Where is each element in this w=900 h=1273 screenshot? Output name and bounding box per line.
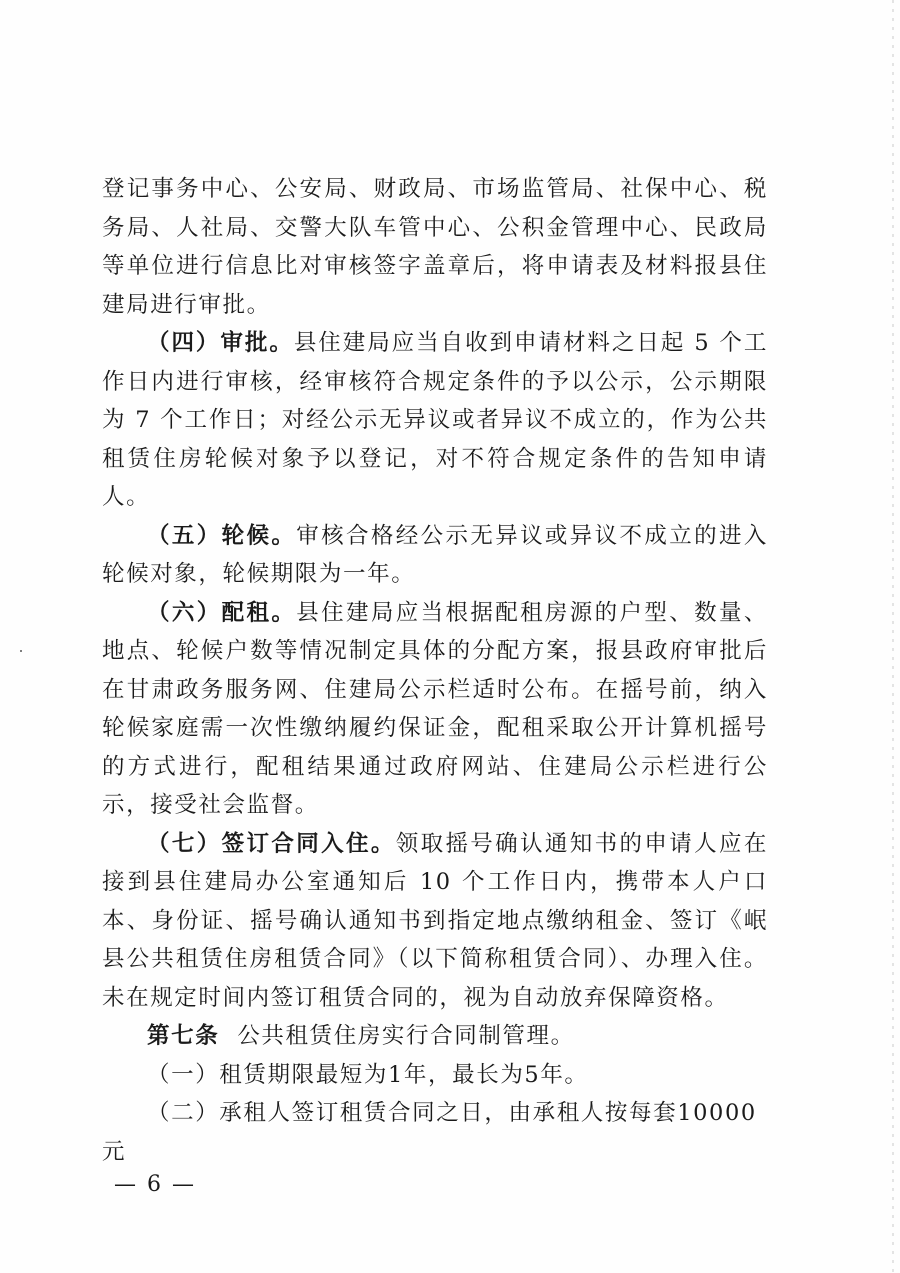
item-approval-heading: （四）审批。 xyxy=(147,330,294,356)
item-allocation xyxy=(102,594,768,825)
body-text xyxy=(102,170,768,1171)
article-seven-heading: 第七条 xyxy=(147,1023,220,1049)
item-approval xyxy=(102,324,768,517)
item-waiting xyxy=(102,517,768,594)
sub-item-2: （二）承租人签订租赁合同之日，由承租人按每套10000元 xyxy=(102,1100,757,1165)
scan-speck xyxy=(20,650,22,652)
paragraph-continuation: 登记事务中心、公安局、财政局、市场监管局、社保中心、税务局、人社局、交警大队车管中心、公积金管理中心、民政局等单位进行信息比对审核签字盖章后，将申请表及材料报县住建局进行审批。 xyxy=(102,176,768,318)
item-waiting-heading: （五）轮候。 xyxy=(147,522,297,549)
article-seven-body: 公共租赁住房实行合同制管理。 xyxy=(237,1023,575,1049)
item-contract-body: 领取摇号确认通知书的申请人应在接到县住建局办公室通知后 10 个工作日内，携带本人户口本、身份证、摇号确认通知书到指定地点缴纳租金、签订《岷县公共租赁住房租赁合同》（以下简称租赁合同）、办理入住。未在规定时间内签订租赁合同的，视为自动放弃保障资格。 xyxy=(102,830,768,1011)
item-waiting-body: 审核合格经公示无异议或异议不成立的进入轮候对象，轮候期限为一年。 xyxy=(102,522,768,587)
item-contract xyxy=(102,825,768,1018)
page-number: — 6 — xyxy=(114,1172,196,1197)
item-allocation-body: 县住建局应当根据配租房源的户型、数量、地点、轮候户数等情况制定具体的分配方案，报县政府审批后在甘肃政务服务网、住建局公示栏适时公布。在摇号前，纳入轮候家庭需一次性缴纳履约保证金，配租采取公开计算机摇号的方式进行，配租结果通过政府网站、住建局公示栏进行公示，接受社会监督。 xyxy=(102,599,768,818)
scan-edge xyxy=(892,0,894,1273)
sub-item-1: （一）租赁期限最短为1年，最长为5年。 xyxy=(147,1061,589,1088)
article-seven xyxy=(102,1017,768,1056)
item-approval-body: 县住建局应当自收到申请材料之日起 5 个工作日内进行审核，经审核符合规定条件的予以公示，公示期限为 7 个工作日；对经公示无异议或者异议不成立的，作为公共租赁住房轮候对象予以登记，对不符合规定条件的告知申请人。 xyxy=(102,330,768,510)
item-contract-heading: （七）签订合同入住。 xyxy=(147,830,396,857)
item-allocation-heading: （六）配租。 xyxy=(147,599,297,626)
